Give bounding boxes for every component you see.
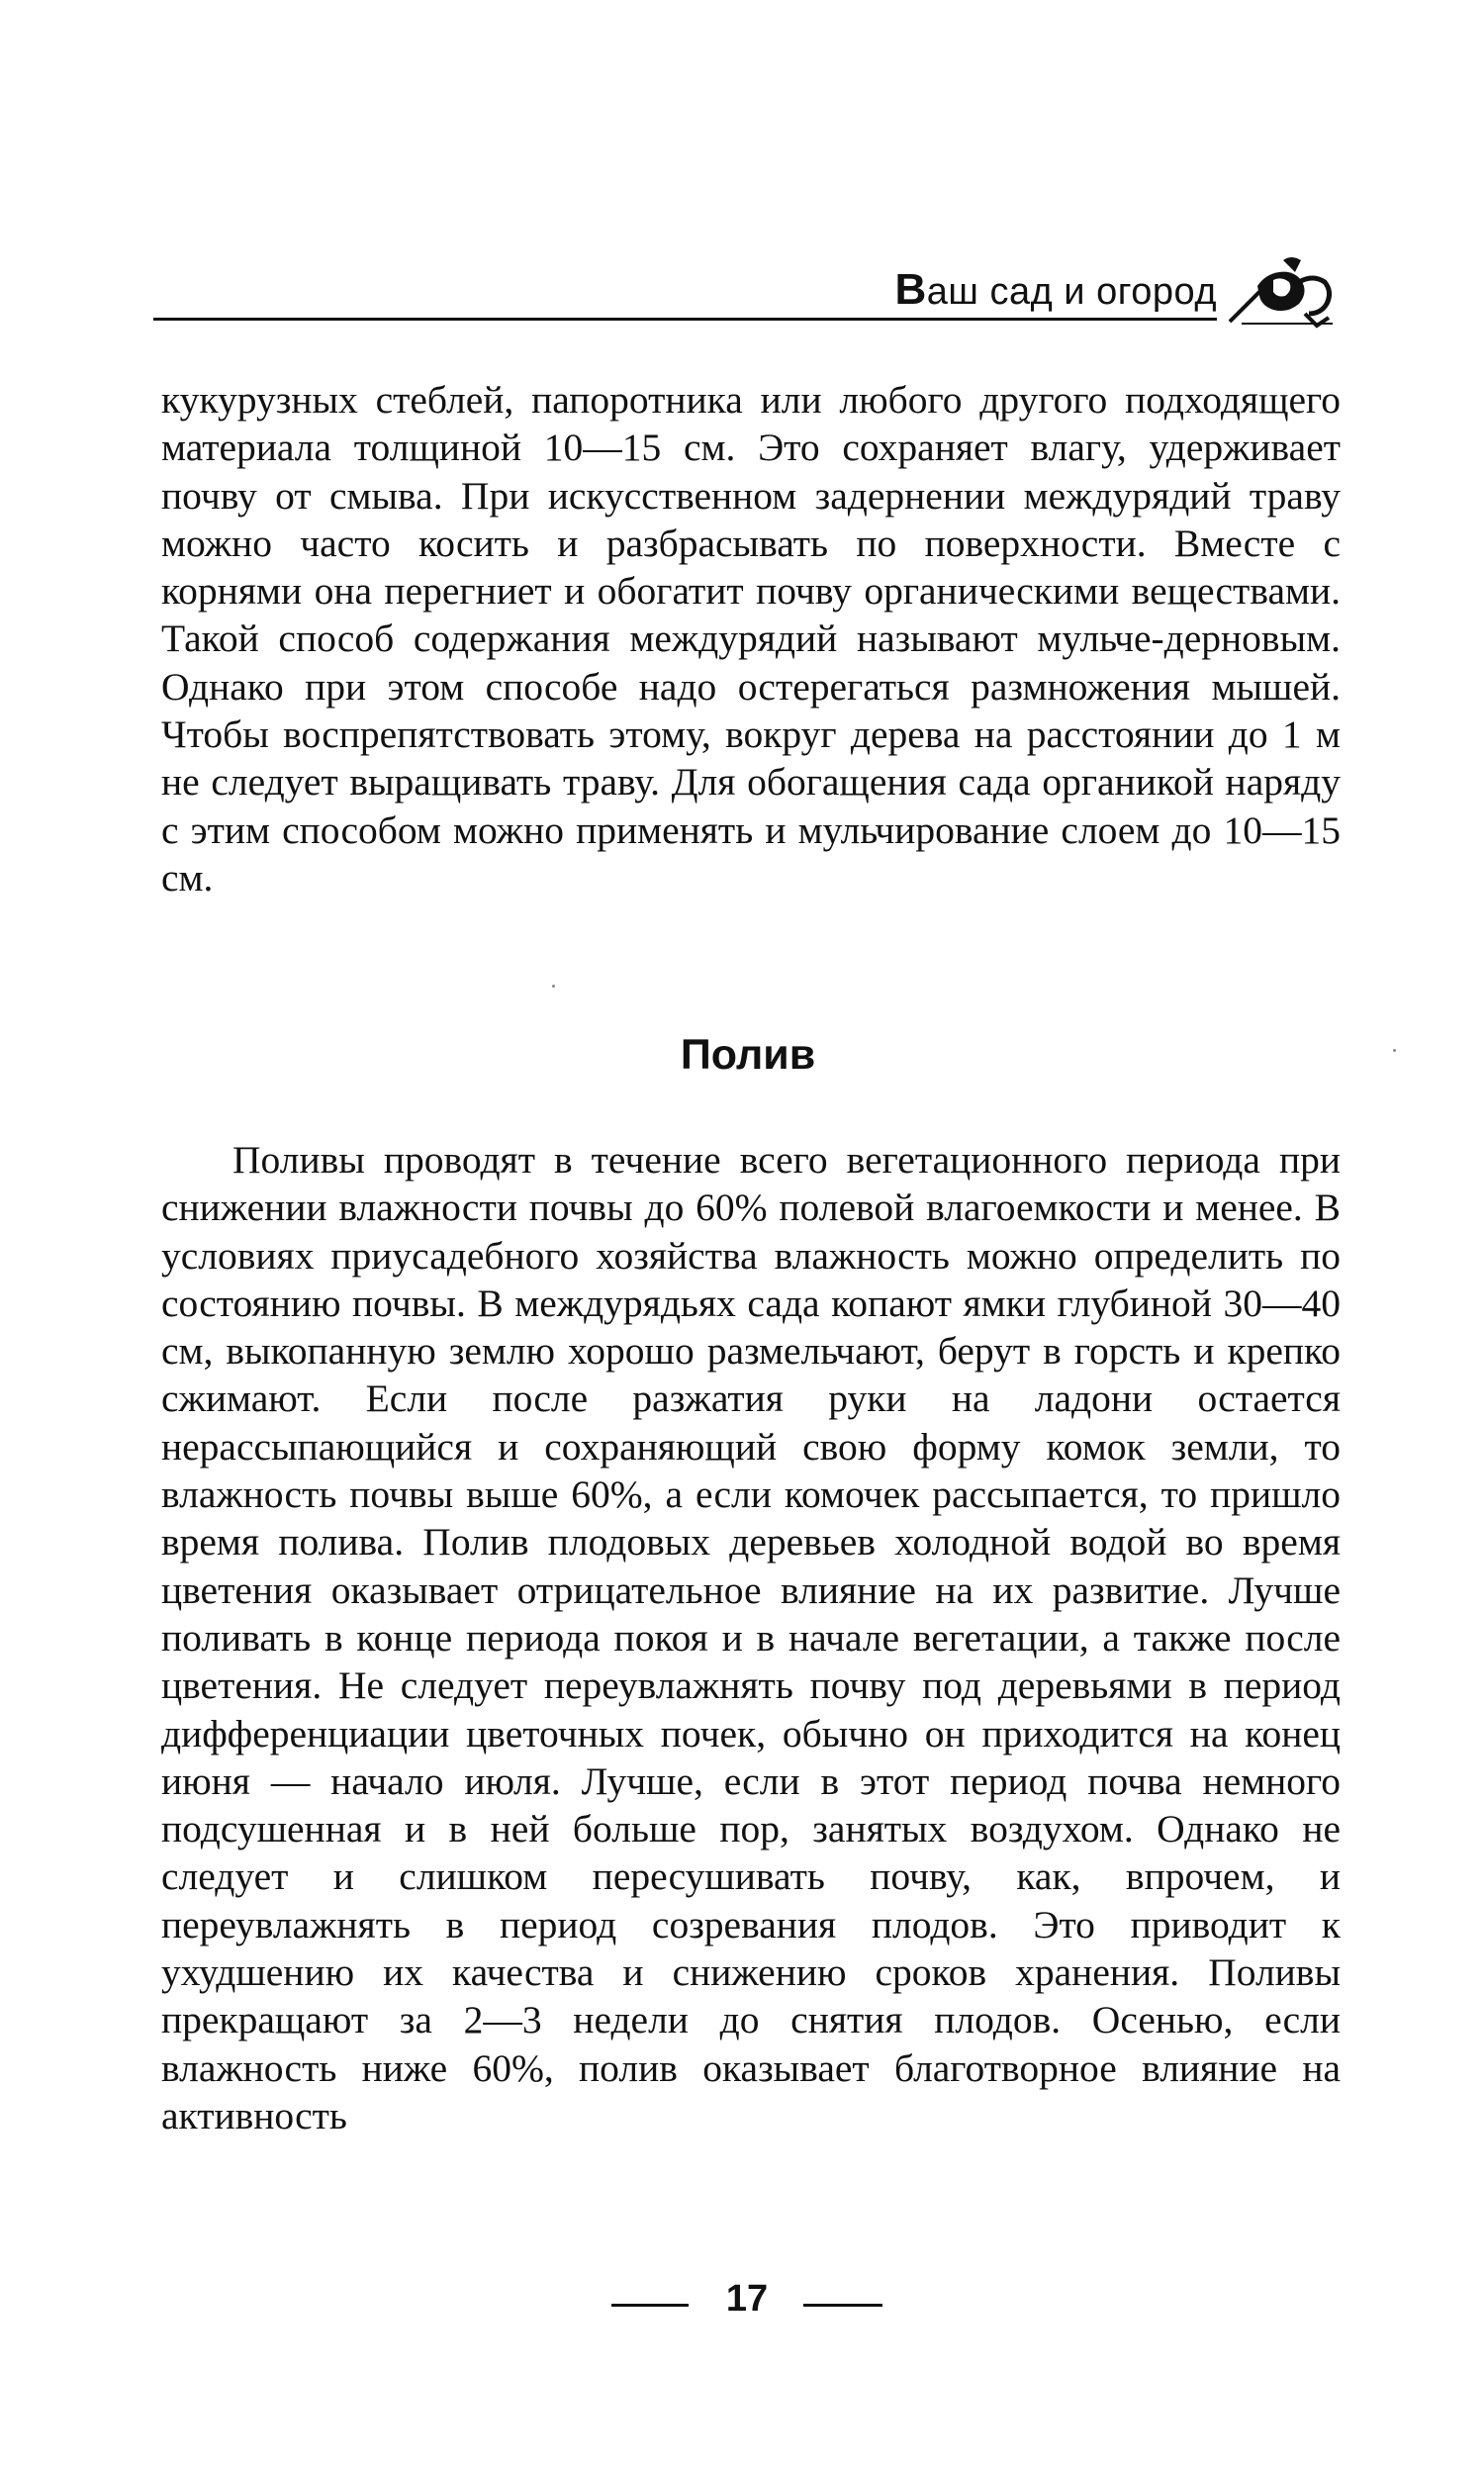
footer-dash-right	[803, 2304, 882, 2307]
scan-speck	[552, 985, 555, 988]
section-title: Полив	[680, 1031, 816, 1079]
garden-tools-icon	[1222, 252, 1341, 330]
page-number: 17	[725, 2278, 769, 2320]
running-header-initial: В	[894, 265, 927, 314]
running-header-rest: аш сад и огород	[926, 271, 1217, 313]
scan-speck	[1393, 1049, 1396, 1052]
paragraph-text: Поливы проводят в течение всего вегетационного периода при снижении влажности почвы до 60% полевой влагоемкости и менее. В условиях приусадебного хозяйства влажность можно определить по состоянию почвы. В междурядьях сада копают ямки глубиной 30—40 см, выкопанную землю хорошо размельчают, берут в горсть и крепко сжимают. Если после разжатия руки на ладони остается нерассыпающийся и сохраняющий свою форму комок земли, то влажность почвы выше 60%, а если комочек рассыпается, то пришло время полива. Полив плодовых деревьев холодной водой во время цветения оказывает отрицательное влияние на их развитие. Лучше поливать в конце периода покоя и в начале вегетации, а также после цветения. Не следует переувлажнять почву под деревьями в период дифференциации цветочных почек, обычно он приходится на конец июня — начало июля. Лучше, если в этот период почва немного подсушенная и в ней больше пор, занятых воздухом. Однако не следует и слишком пересушивать почву, как, впрочем, и переувлажнять в период созревания плодов. Это приводит к ухудшению их качества и снижению сроков хранения. Поливы прекращают за 2—3 недели до снятия плодов. Осенью, если влажность ниже 60%, полив оказывает благотворное влияние на активность	[161, 1138, 1341, 2137]
footer-dash-left	[611, 2304, 689, 2307]
paragraph-continued	[161, 376, 1341, 901]
paragraph-text: кукурузных стеблей, папоротника или любого другого подходящего материала толщиной 10—15 см. Это сохраняет влагу, удерживает почву от смыва. При искусственном задернении междурядий траву можно часто косить и разбрасывать по поверхности. Вместе с корнями она перегниет и обогатит почву органическими веществами. Такой способ содержания междурядий называют мульче-дерновым. Однако при этом способе надо остерегаться размножения мышей. Чтобы воспрепятствовать этому, вокруг дерева на расстоянии до 1 м не следует выращивать траву. Для обогащения сада органикой наряду с этим способом можно применять и мульчирование слоем до 10—15 см.	[161, 378, 1341, 900]
page-footer	[0, 2276, 1484, 2325]
header-rule	[153, 318, 1217, 321]
running-header-title	[894, 265, 1217, 314]
paragraph-watering	[161, 1136, 1341, 2139]
running-header	[153, 252, 1341, 332]
